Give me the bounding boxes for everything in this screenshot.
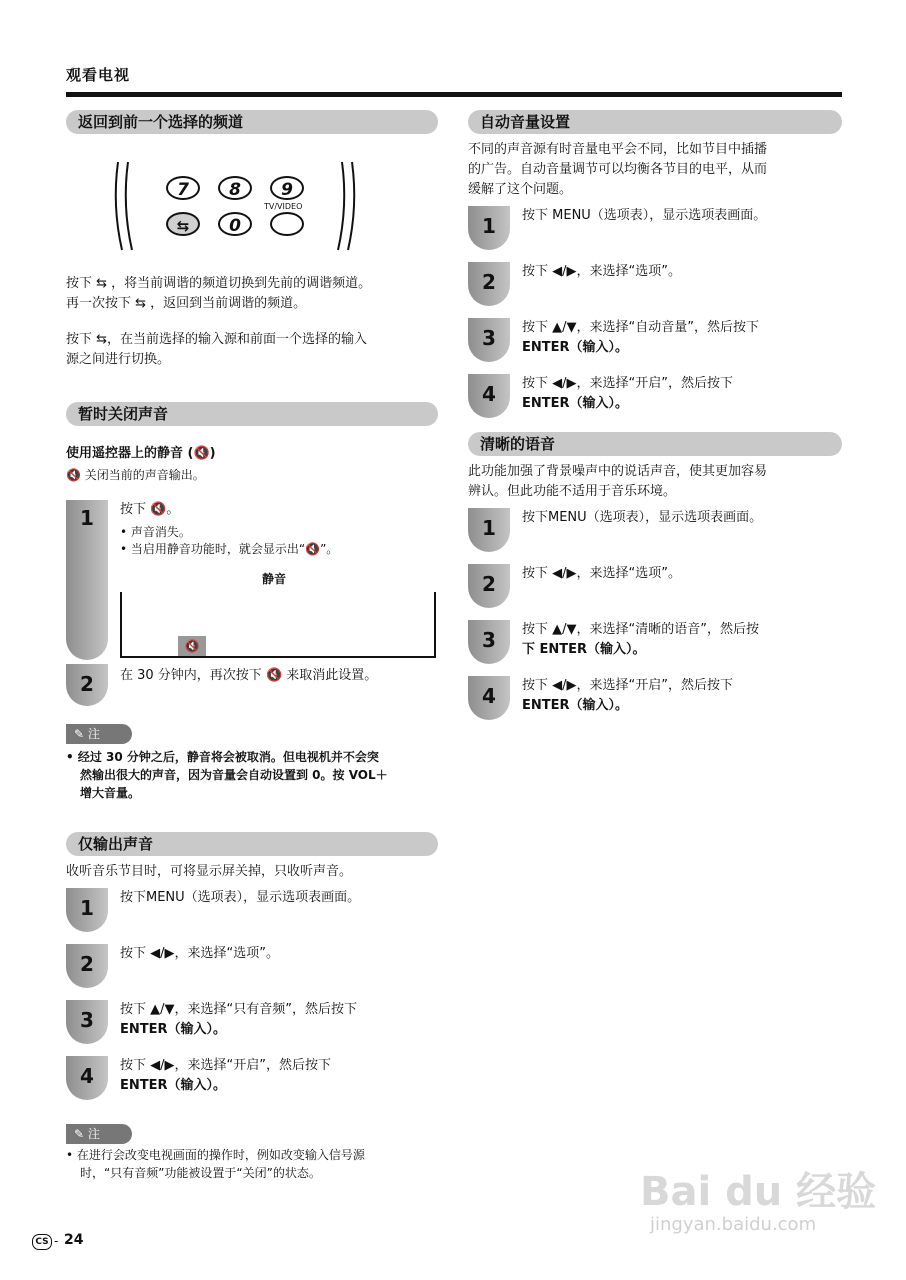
note-line-1: • 在进行会改变电视画面的操作时，例如改变输入信号源 [66,1148,365,1162]
step-number: 3 [482,326,496,350]
key-7: 7 [166,176,200,200]
clear-voice-intro-1: 此功能加强了背景噪声中的说话声音，使其更加容易 [468,464,768,479]
watermark-logo: Bai du 经验 [640,1169,877,1215]
note-line-1: • 经过 30 分钟之后，静音将会被取消。但电视机并不会突 [66,750,379,764]
auto-volume-intro-3: 缓解了这个问题。 [468,182,573,197]
clear-voice-step3-line1: 按下 ▲/▼，来选择“清晰的语音”，然后按 [522,622,759,637]
auto-volume-intro-2: 的广告。自动音量调节可以均衡各节目的电平，从而 [468,162,768,177]
clear-voice-step4-line1: 按下 ◀/▶，来选择“开启”，然后按下 [522,678,733,693]
mute-bullet-1: • 声音消失。 [120,525,191,539]
tv-video-key [270,212,304,236]
audio-only-step4-line1: 按下 ◀/▶，来选择“开启”，然后按下 [120,1058,331,1073]
key-9: 9 [270,176,304,200]
page-title: 观看电视 [66,66,131,84]
step-number: 2 [80,952,94,976]
audio-only-step3-line1: 按下 ▲/▼，来选择“只有音频”，然后按下 [120,1002,357,1017]
mute-subheading: 使用遥控器上的静音 (🔇) [66,446,216,461]
mute-step2-text: 在 30 分钟内，再次按下 🔇 来取消此设置。 [120,668,378,683]
flashback-key-icon: ⇆ [166,212,200,236]
tv-screen-frame [120,592,436,658]
step-number: 3 [482,628,496,652]
para-flashback-line1: 按下 ⇆ ，将当前调谐的频道切换到先前的调谐频道。 [66,276,372,291]
auto-volume-step4-line1: 按下 ◀/▶，来选择“开启”，然后按下 [522,376,733,391]
note-badge: ✎ 注 [66,724,132,744]
audio-only-step1-text: 按下MENU（选项表），显示选项表画面。 [120,890,361,905]
auto-volume-step3-line1: 按下 ▲/▼，来选择“自动音量”，然后按下 [522,320,759,335]
region-badge: CS [32,1234,52,1250]
note-line-3: 增大音量。 [80,786,141,800]
mute-bullet-2: • 当启用静音功能时，就会显示出“🔇”。 [120,542,339,556]
step-number: 1 [80,896,94,920]
auto-volume-step4-line2: ENTER（输入）。 [522,396,629,411]
step-number: 1 [482,214,496,238]
key-0: 0 [218,212,252,236]
audio-only-step3-line2: ENTER（输入）。 [120,1022,227,1037]
auto-volume-intro-1: 不同的声音源有时音量电平会不同，比如节目中插播 [468,142,768,157]
note-line-2: 时，“只有音频”功能被设置于“关闭”的状态。 [80,1166,321,1180]
clear-voice-step2-text: 按下 ◀/▶，来选择“选项”。 [522,566,681,581]
step-number: 4 [482,684,496,708]
mute-osd-icon: 🔇 [178,636,206,656]
auto-volume-step2-text: 按下 ◀/▶，来选择“选项”。 [522,264,681,279]
step-number: 4 [80,1064,94,1088]
mute-step1-text: 按下 🔇。 [120,502,180,517]
watermark-url: jingyan.baidu.com [650,1214,817,1235]
clear-voice-step3-line2: 下 ENTER（输入）。 [522,642,646,657]
section-heading-audio-only: 仅输出声音 [66,832,438,856]
section-heading-mute: 暂时关闭声音 [66,402,438,426]
step-number: 1 [482,516,496,540]
audio-only-step2-text: 按下 ◀/▶，来选择“选项”。 [120,946,279,961]
auto-volume-step1-text: 按下 MENU（选项表），显示选项表画面。 [522,208,767,223]
note-badge: ✎ 注 [66,1124,132,1144]
para-input-line1: 按下 ⇆，在当前选择的输入源和前面一个选择的输入 [66,332,368,347]
tv-video-label: TV/VIDEO [264,202,303,211]
step-number: 2 [482,270,496,294]
audio-only-step4-line2: ENTER（输入）。 [120,1078,227,1093]
key-8: 8 [218,176,252,200]
note-pencil-icon: ✎ [74,727,85,741]
clear-voice-step1-text: 按下MENU（选项表），显示选项表画面。 [522,510,763,525]
step-number: 1 [80,506,94,530]
clear-voice-intro-2: 辨认。但此功能不适用于音乐环境。 [468,484,677,499]
section-heading-previous-channel: 返回到前一个选择的频道 [66,110,438,134]
audio-only-intro: 收听音乐节目时，可将显示屏关掉，只收听声音。 [66,864,353,879]
note-line-2: 然输出很大的声音，因为音量会自动设置到 0。按 VOL＋ [80,768,388,782]
clear-voice-step4-line2: ENTER（输入）。 [522,698,629,713]
screen-label: 静音 [262,572,287,586]
footer-separator: - [54,1234,59,1248]
note-pencil-icon: ✎ [74,1127,85,1141]
step-number: 4 [482,382,496,406]
remote-outline-icon [110,158,360,254]
step-number: 2 [482,572,496,596]
para-flashback-line2: 再一次按下 ⇆ ，返回到当前调谐的频道。 [66,296,307,311]
step-number: 2 [80,672,94,696]
section-heading-auto-volume: 自动音量设置 [468,110,842,134]
page-number: 24 [64,1232,84,1248]
section-heading-clear-voice: 清晰的语音 [468,432,842,456]
auto-volume-step3-line2: ENTER（输入）。 [522,340,629,355]
header-rule [66,92,842,97]
mute-intro: 🔇 关闭当前的声音输出。 [66,468,205,482]
step-number: 3 [80,1008,94,1032]
para-input-line2: 源之间进行切换。 [66,352,171,367]
remote-illustration [110,158,360,254]
